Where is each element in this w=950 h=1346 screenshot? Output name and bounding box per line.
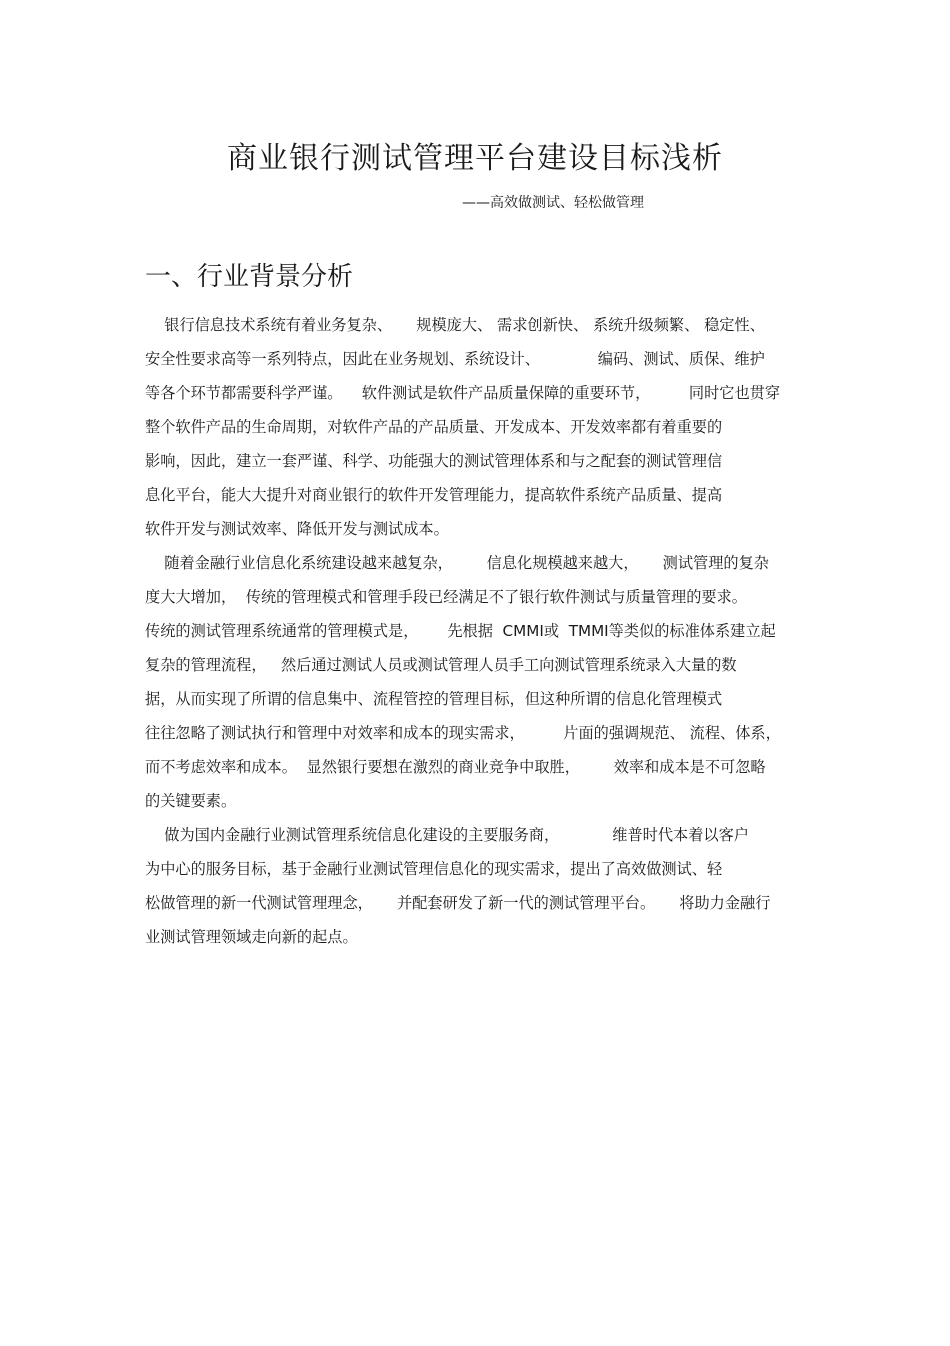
body-line: 银行信息技术系统有着业务复杂、 规模庞大、 需求创新快、 系统升级频繁、 稳定性、 [145, 316, 765, 334]
body-line: 随着金融行业信息化系统建设越来越复杂， 信息化规模越来越大， 测试管理的复杂 [145, 554, 769, 572]
document-title: 商业银行测试管理平台建设目标浅析 [227, 141, 723, 176]
body-line: 业测试管理领域走向新的起点。 [145, 928, 358, 946]
body-line: 等各个环节都需要科学严谨。 软件测试是软件产品质量保障的重要环节， 同时它也贯穿 [145, 384, 781, 402]
document-subtitle: ——高效做测试、轻松做管理 [462, 195, 644, 211]
section-heading: 一、行业背景分析 [145, 262, 354, 292]
body-line: 整个软件产品的生命周期，对软件产品的产品质量、开发成本、开发效率都有着重要的 [145, 418, 723, 436]
body-line: 做为国内金融行业测试管理系统信息化建设的主要服务商， 维普时代本着以客户 [145, 826, 749, 844]
body-line: 复杂的管理流程， 然后通过测试人员或测试管理人员手工向测试管理系统录入大量的数 [145, 656, 737, 674]
body-line: 度大大增加， 传统的管理模式和管理手段已经满足不了银行软件测试与质量管理的要求。 [145, 588, 747, 606]
body-line: 为中心的服务目标，基于金融行业测试管理信息化的现实需求，提出了高效做测试、轻 [145, 860, 723, 878]
body-line: 息化平台，能大大提升对商业银行的软件开发管理能力，提高软件系统产品质量、提高 [145, 486, 723, 504]
body-line: 影响，因此，建立一套严谨、科学、功能强大的测试管理体系和与之配套的测试管理信 [145, 452, 723, 470]
body-line: 据，从而实现了所谓的信息集中、流程管控的管理目标，但这种所谓的信息化管理模式 [145, 690, 723, 708]
body-line: 松做管理的新一代测试管理理念， 并配套研发了新一代的测试管理平台。 将助力金融行 [145, 894, 771, 912]
body-line: 的关键要素。 [145, 792, 237, 810]
body-line: 传统的测试管理系统通常的管理模式是， 先根据 CMMI或 TMMI等类似的标准体系建立起 [145, 622, 776, 640]
body-line: 往往忽略了测试执行和管理中对效率和成本的现实需求， 片面的强调规范、 流程、体系， [145, 724, 781, 742]
body-line: 安全性要求高等一系列特点，因此在业务规划、系统设计、 编码、测试、质保、维护 [145, 350, 765, 368]
body-line: 软件开发与测试效率、降低开发与测试成本。 [145, 520, 449, 538]
body-line: 而不考虑效率和成本。 显然银行要想在激烈的商业竞争中取胜， 效率和成本是不可忽略 [145, 758, 766, 776]
